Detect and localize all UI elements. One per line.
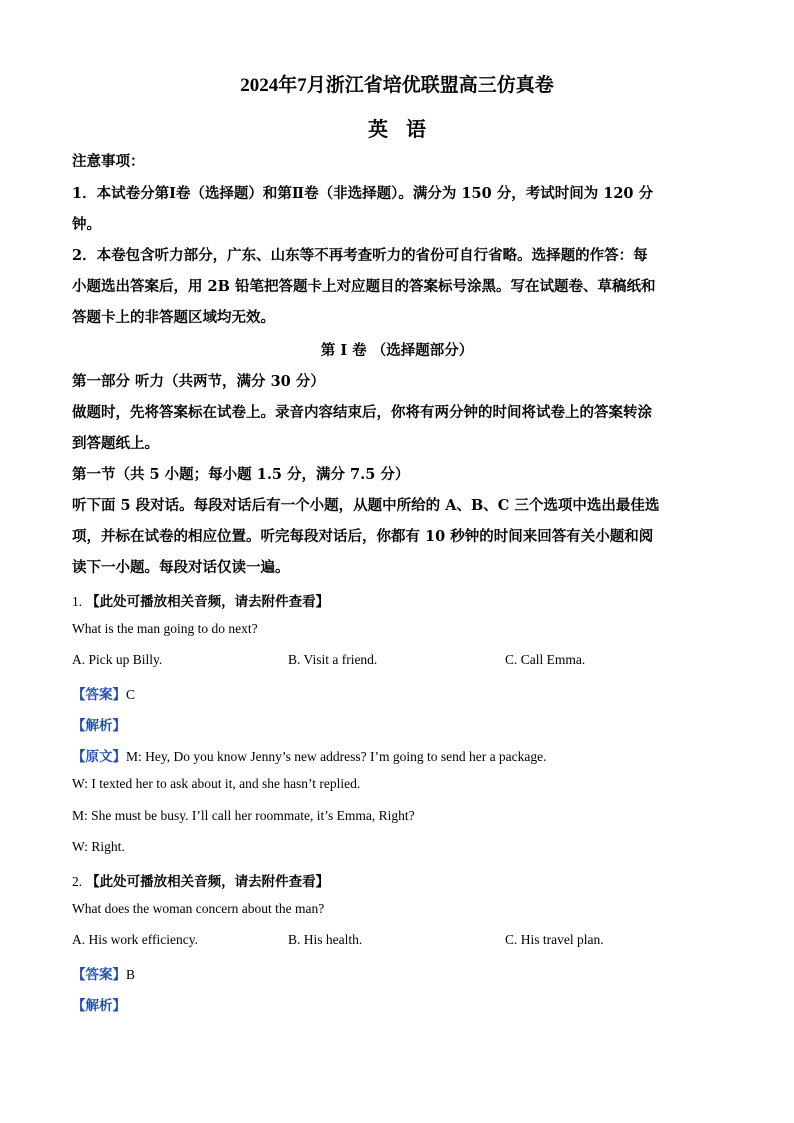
script-text: M: Hey, Do you know Jenny’s new address? I’m going to send her a package. <box>126 749 547 764</box>
audio-link[interactable]: 【此处可播放相关音频，请去附件查看】 <box>86 594 330 610</box>
question-2-option-c: C. His travel plan. <box>505 932 604 947</box>
audio-link[interactable]: 【此处可播放相关音频，请去附件查看】 <box>86 874 330 890</box>
notes-item1-line1: 1．本试卷分第Ⅰ卷（选择题）和第Ⅱ卷（非选择题）。满分为 150 分，考试时间为 120 分 <box>72 185 654 202</box>
section-title: 第 Ⅰ 卷 （选择题部分） <box>320 342 474 359</box>
question-number: 1. <box>72 594 83 609</box>
question-1-audio-line <box>72 590 732 611</box>
part1-desc-line1: 做题时，先将答案标在试卷上。录音内容结束后，你将有两分钟的时间将试卷上的答案转涂 <box>72 404 652 421</box>
question-2-option-b: B. His health. <box>288 932 363 947</box>
part1-desc-line2: 到答题纸上。 <box>72 435 159 452</box>
notes-item1-line2: 钟。 <box>72 216 101 233</box>
question-2-option-a: A. His work efficiency. <box>72 932 198 947</box>
question-1-script-line-2: W: I texted her to ask about it, and she hasn’t replied. <box>72 776 361 791</box>
question-1-script-line-3: M: She must be busy. I’ll call her roommate, it’s Emma, Right? <box>72 808 415 823</box>
answer-value: B <box>126 967 136 982</box>
question-1-option-a: A. Pick up Billy. <box>72 652 163 667</box>
answer-label: 【答案】 <box>72 687 126 703</box>
question-1-script-line-4: W: Right. <box>72 839 125 854</box>
question-1-option-c: C. Call Emma. <box>505 652 586 667</box>
script-label: 【原文】 <box>72 749 126 765</box>
question-2-analysis <box>72 994 732 1015</box>
sub1-heading: 第一节（共 5 小题；每小题 1.5 分，满分 7.5 分） <box>72 466 410 483</box>
question-1-analysis <box>72 714 732 735</box>
notes-item2-line1: 2．本卷包含听力部分，广东、山东等不再考查听力的省份可自行省略。选择题的作答：每 <box>72 247 648 264</box>
question-1-stem: What is the man going to do next? <box>72 621 258 636</box>
question-2-stem: What does the woman concern about the man? <box>72 901 325 916</box>
question-1-answer <box>72 683 732 704</box>
notes-item2-line3: 答题卡上的非答题区域均无效。 <box>72 309 275 326</box>
part1-heading: 第一部分 听力（共两节，满分 30 分） <box>72 373 325 390</box>
exam-title: 2024年7月浙江省培优联盟高三仿真卷 <box>240 75 554 96</box>
sub1-desc-line3: 读下一小题。每段对话仅读一遍。 <box>72 559 290 576</box>
question-1-option-b: B. Visit a friend. <box>288 652 378 667</box>
exam-subject: 英语 <box>368 119 444 141</box>
question-2-answer <box>72 963 732 984</box>
notes-item2-line2: 小题选出答案后，用 2B 铅笔把答题卡上对应题目的答案标号涂黑。写在试题卷、草稿纸和 <box>72 278 656 295</box>
sub1-desc-line2: 项，并标在试卷的相应位置。听完每段对话后，你都有 10 秒钟的时间来回答有关小题和阅 <box>72 528 654 545</box>
sub1-desc-line1: 听下面 5 段对话。每段对话后有一个小题，从题中所给的 A、B、C 三个选项中选出最佳选 <box>72 497 660 514</box>
answer-label: 【答案】 <box>72 967 126 983</box>
answer-value: C <box>126 687 136 702</box>
question-number: 2. <box>72 874 83 889</box>
notes-heading: 注意事项： <box>72 153 145 170</box>
question-2-audio-line <box>72 870 732 891</box>
analysis-label: 【解析】 <box>72 718 126 734</box>
analysis-label: 【解析】 <box>72 998 126 1014</box>
question-1-script-line-1 <box>72 745 732 766</box>
